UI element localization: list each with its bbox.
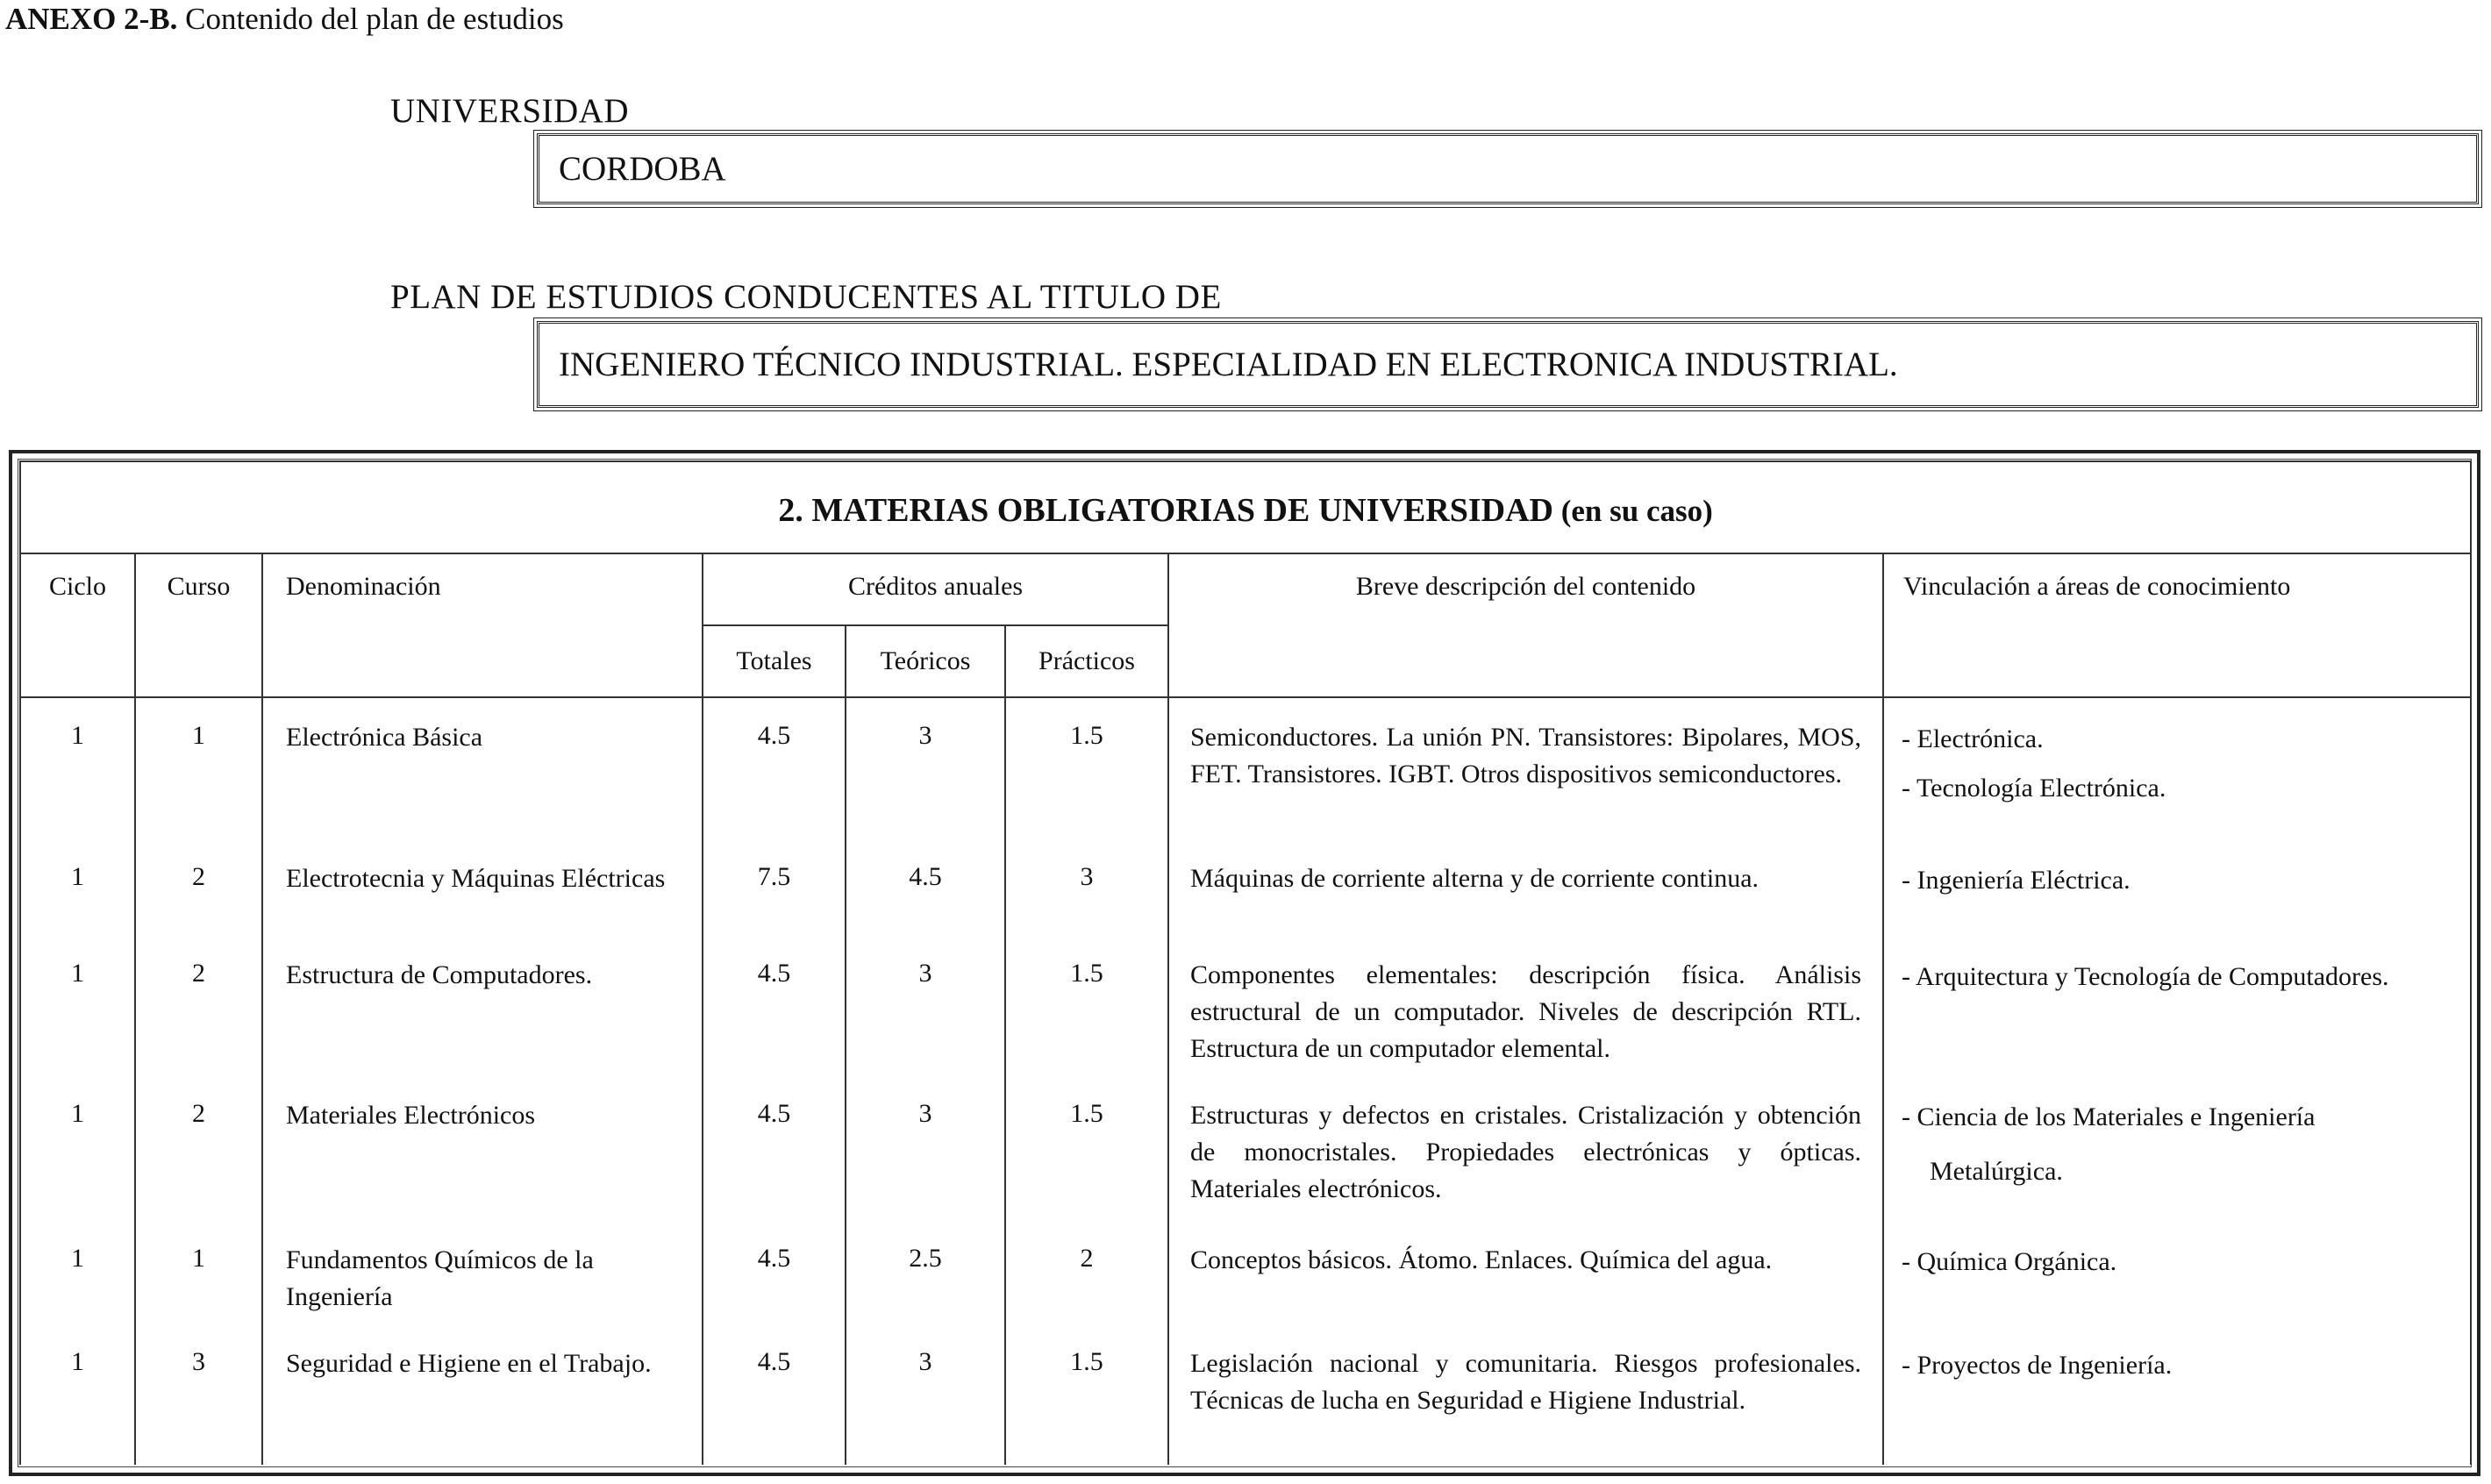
cell-practicos: 3 [1005,839,1168,936]
cell-curso: 2 [135,936,262,1076]
cell-teoricos: 4.5 [846,839,1005,936]
plan-title-value: INGENIERO TÉCNICO INDUSTRIAL. ESPECIALIDAD EN ELECTRONICA INDUSTRIAL. [559,346,1898,383]
cell-vinculacion [1883,1076,2471,1221]
cell-curso: 3 [135,1324,262,1465]
cell-denominacion: Estructura de Computadores. [262,936,703,1076]
table-row [20,1324,2471,1465]
cell-ciclo: 1 [20,1221,135,1324]
cell-practicos: 2 [1005,1221,1168,1324]
annex-heading [5,0,564,39]
plan-title-field [537,321,2479,408]
table-row [20,839,2471,936]
cell-descripcion: Legislación nacional y comunitaria. Riesgos profesionales. Técnicas de lucha en Seguridad e Higiene Industrial. [1168,1324,1883,1465]
university-field [537,133,2479,204]
subjects-table [19,460,2472,1465]
cell-practicos: 1.5 [1005,697,1168,839]
cell-totales: 4.5 [703,1076,846,1221]
cell-teoricos: 3 [846,1324,1005,1465]
header-ciclo: Ciclo [20,553,135,697]
cell-ciclo: 1 [20,936,135,1076]
subjects-table-frame [9,450,2480,1476]
annex-heading-text: Contenido del plan de estudios [177,2,564,36]
header-descripcion: Breve descripción del contenido [1168,553,1883,697]
cell-curso: 1 [135,697,262,839]
cell-curso: 2 [135,1076,262,1221]
cell-teoricos: 3 [846,697,1005,839]
cell-denominacion: Fundamentos Químicos de la Ingeniería [262,1221,703,1324]
cell-denominacion: Electrónica Básica [262,697,703,839]
cell-descripcion: Estructuras y defectos en cristales. Cristalización y obtención de monocristales. Propiedades electrónicas y ópticas. Materiales electrónicos. [1168,1076,1883,1221]
header-curso: Curso [135,553,262,697]
cell-ciclo: 1 [20,697,135,839]
cell-teoricos: 2.5 [846,1221,1005,1324]
table-row [20,1221,2471,1324]
cell-vinculacion [1883,1324,2471,1465]
cell-totales: 4.5 [703,697,846,839]
cell-curso: 1 [135,1221,262,1324]
cell-denominacion: Materiales Electrónicos [262,1076,703,1221]
header-practicos: Prácticos [1005,625,1168,697]
cell-vinculacion [1883,936,2471,1076]
header-creditos: Créditos anuales [703,553,1168,625]
area-item: - Tecnología Electrónica. [1902,774,2166,803]
table-body [20,697,2471,1465]
cell-denominacion: Seguridad e Higiene en el Trabajo. [262,1324,703,1465]
area-item: - Electrónica. [1902,724,2044,753]
cell-totales: 4.5 [703,1221,846,1324]
header-totales: Totales [703,625,846,697]
cell-curso: 2 [135,839,262,936]
cell-totales: 7.5 [703,839,846,936]
area-item: - Arquitectura y Tecnología de Computadores. [1902,962,2389,991]
plan-label: PLAN DE ESTUDIOS CONDUCENTES AL TITULO DE [390,278,1222,316]
area-item: - Química Orgánica. [1902,1247,2117,1276]
cell-descripcion: Máquinas de corriente alterna y de corriente continua. [1168,839,1883,936]
area-item: - Ciencia de los Materiales e Ingeniería [1902,1102,2316,1131]
cell-practicos: 1.5 [1005,1324,1168,1465]
cell-denominacion: Electrotecnia y Máquinas Eléctricas [262,839,703,936]
table-title [20,461,2471,553]
table-row [20,936,2471,1076]
table-row [20,1076,2471,1221]
area-item: - Ingeniería Eléctrica. [1902,866,2131,895]
cell-totales: 4.5 [703,936,846,1076]
cell-vinculacion [1883,697,2471,839]
area-item: - Proyectos de Ingeniería. [1902,1351,2173,1380]
header-teoricos: Teóricos [846,625,1005,697]
area-item: Metalúrgica. [1930,1157,2063,1186]
cell-vinculacion [1883,1221,2471,1324]
cell-descripcion: Componentes elementales: descripción física. Análisis estructural de un computador. Niveles de descripción RTL. Estructura de un computador elemental. [1168,936,1883,1076]
header-vinculacion: Vinculación a áreas de conocimiento [1883,553,2471,697]
cell-ciclo: 1 [20,839,135,936]
table-title-bold: 2. MATERIAS OBLIGATORIAS DE UNIVERSIDAD [778,491,1553,529]
header-denominacion: Denominación [262,553,703,697]
cell-descripcion: Semiconductores. La unión PN. Transistores: Bipolares, MOS, FET. Transistores. IGBT. Otros dispositivos semiconductores. [1168,697,1883,839]
annex-heading-bold: ANEXO 2-B. [5,2,178,36]
cell-practicos: 1.5 [1005,936,1168,1076]
cell-practicos: 1.5 [1005,1076,1168,1221]
university-value: CORDOBA [559,150,726,188]
cell-vinculacion [1883,839,2471,936]
table-title-sub: (en su caso) [1552,493,1713,528]
cell-totales: 4.5 [703,1324,846,1465]
cell-teoricos: 3 [846,936,1005,1076]
table-row [20,697,2471,839]
cell-teoricos: 3 [846,1076,1005,1221]
cell-descripcion: Conceptos básicos. Átomo. Enlaces. Química del agua. [1168,1221,1883,1324]
cell-ciclo: 1 [20,1324,135,1465]
university-label: UNIVERSIDAD [390,92,629,130]
cell-ciclo: 1 [20,1076,135,1221]
